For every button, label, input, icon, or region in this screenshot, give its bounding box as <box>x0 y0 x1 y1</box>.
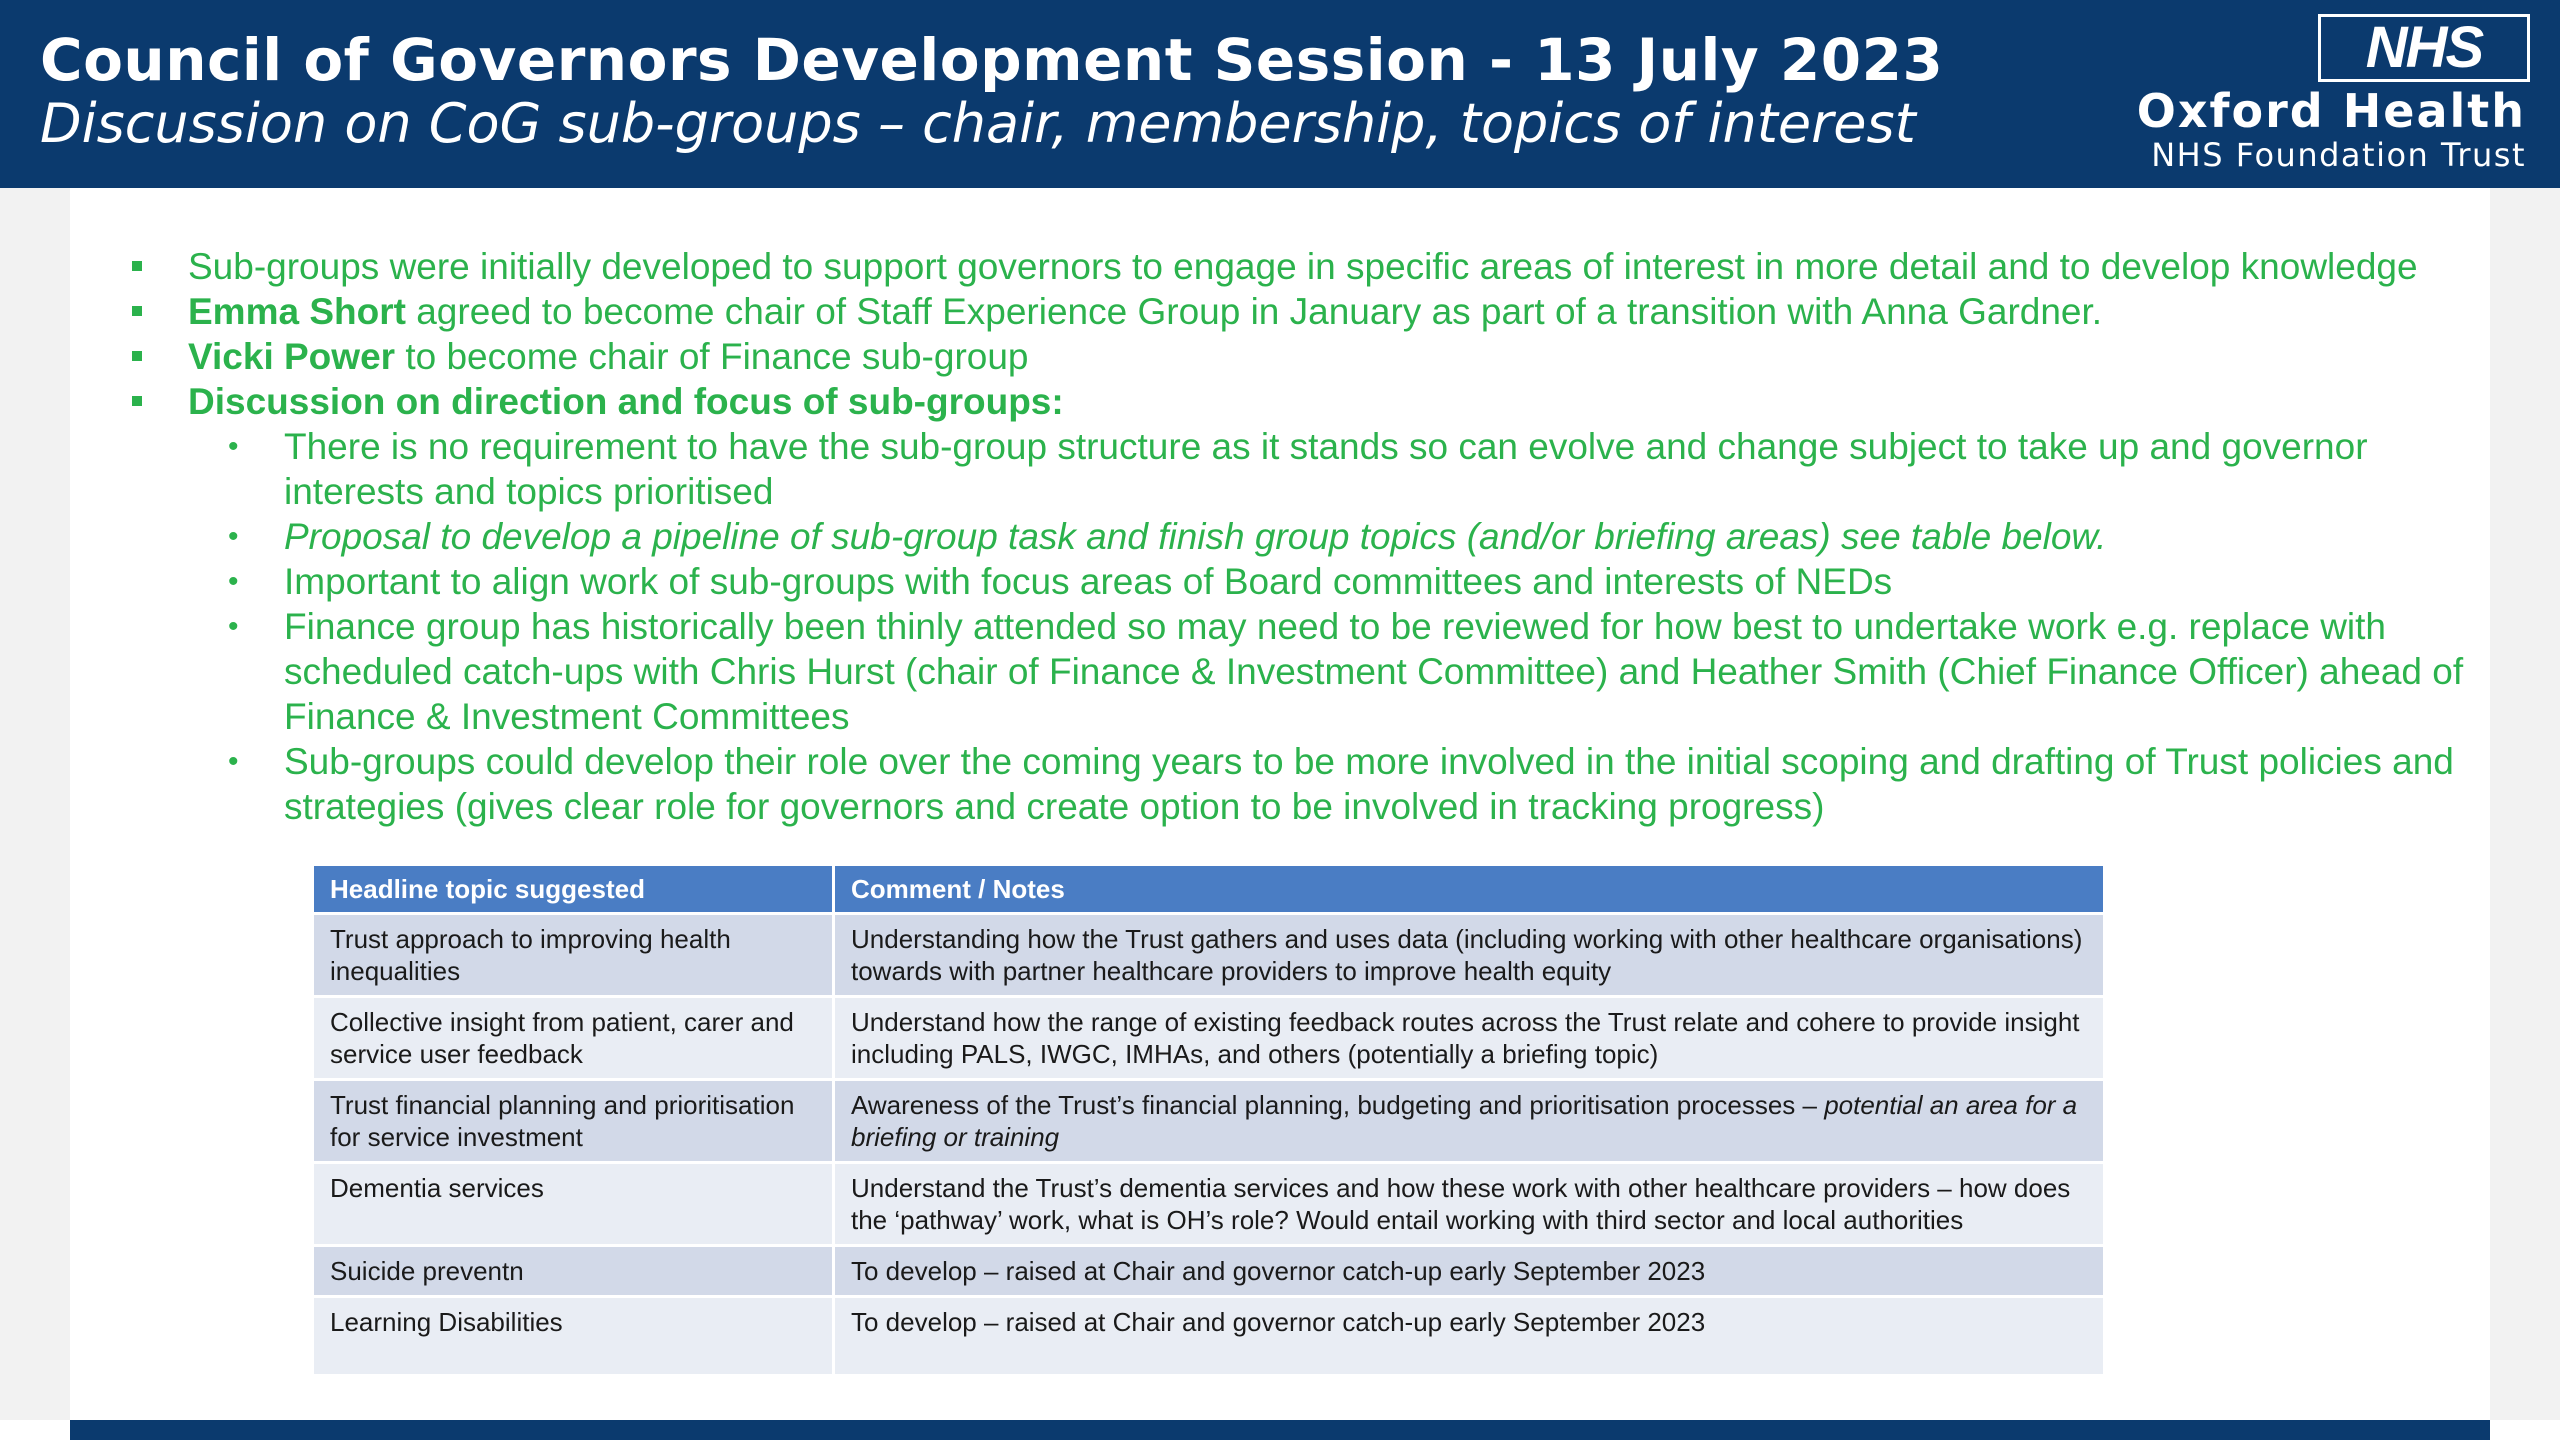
table-row <box>314 1297 2105 1375</box>
sub-bullet-item: • There is no requirement to have the sub-group structure as it stands so can evolve and change subject to take up and governor interests and topics prioritised <box>228 426 2368 512</box>
topics-table <box>314 866 2106 1374</box>
round-bullet-icon: • <box>228 610 239 643</box>
table-row <box>314 914 2105 997</box>
nhs-logo-text: NHS <box>2321 17 2527 79</box>
bullet-list <box>70 244 2490 829</box>
topic-cell: Collective insight from patient, carer and service user feedback <box>314 997 834 1080</box>
square-bullet-icon <box>132 351 142 361</box>
table-row <box>314 1246 2105 1297</box>
notes-cell: Understanding how the Trust gathers and uses data (including working with other healthcare organisations) towards with partner healthcare providers to improve health equity <box>834 914 2105 997</box>
topic-cell: Suicide preventn <box>314 1246 834 1297</box>
sub-bullet-item: • Sub-groups could develop their role over the coming years to be more involved in the initial scoping and drafting of Trust policies and strategies (gives clear role for governors and create option to be involved in tracking progress) <box>228 741 2454 827</box>
slide-header <box>0 0 2560 188</box>
notes-cell: Understand how the range of existing feedback routes across the Trust relate and cohere to provide insight including PALS, IWGC, IMHAs, and others (potentially a briefing topic) <box>834 997 2105 1080</box>
sub-bullet-item: • Finance group has historically been thinly attended so may need to be reviewed for how best to undertake work e.g. replace with scheduled catch-ups with Chris Hurst (chair of Finance & Investment Committee) and Heather Smith (Chief Finance Officer) ahead of Finance & Investment Committees <box>228 606 2464 737</box>
topic-cell: Trust financial planning and prioritisation for service investment <box>314 1080 834 1163</box>
table-row <box>314 1163 2105 1246</box>
slide-subtitle: Discussion on CoG sub-groups – chair, membership, topics of interest <box>40 92 1916 155</box>
nhs-logo <box>2318 14 2530 82</box>
org-subtitle: NHS Foundation Trust <box>2151 136 2526 174</box>
topic-cell: Dementia services <box>314 1163 834 1246</box>
bullet-item: Vicki Power to become chair of Finance sub-group <box>70 334 2488 379</box>
round-bullet-icon: • <box>228 565 239 598</box>
square-bullet-icon <box>132 306 142 316</box>
sub-bullet-item: • Proposal to develop a pipeline of sub-group task and finish group topics (and/or briefing areas) see table below. <box>228 516 2107 557</box>
topic-cell: Learning Disabilities <box>314 1297 834 1375</box>
left-margin <box>0 188 70 1420</box>
round-bullet-icon: • <box>228 520 239 553</box>
bullet-item: Discussion on direction and focus of sub-groups: <box>70 379 2488 424</box>
notes-cell: Understand the Trust’s dementia services and how these work with other healthcare providers – how does the ‘pathway’ work, what is OH’s role? Would entail working with third sector and local authorities <box>834 1163 2105 1246</box>
slide-body <box>70 188 2490 1420</box>
table-row <box>314 997 2105 1080</box>
footer-bar <box>70 1420 2490 1440</box>
column-header-topic: Headline topic suggested <box>314 866 834 914</box>
slide-title: Council of Governors Development Session - 13 July 2023 <box>40 26 1944 94</box>
notes-cell: To develop – raised at Chair and governor catch-up early September 2023 <box>834 1297 2105 1375</box>
square-bullet-icon <box>132 261 142 271</box>
round-bullet-icon: • <box>228 430 239 463</box>
square-bullet-icon <box>132 396 142 406</box>
sub-bullet-item: • Important to align work of sub-groups with focus areas of Board committees and interests of NEDs <box>228 561 1893 602</box>
org-name: Oxford Health <box>2136 84 2526 138</box>
notes-cell: Awareness of the Trust’s financial planning, budgeting and prioritisation processes – potential an area for a briefing or training <box>834 1080 2105 1163</box>
column-header-notes: Comment / Notes <box>834 866 2105 914</box>
table-row <box>314 1080 2105 1163</box>
bullet-item: Sub-groups were initially developed to support governors to engage in specific areas of interest in more detail and to develop knowledge <box>70 244 2488 289</box>
round-bullet-icon: • <box>228 745 239 778</box>
notes-cell: To develop – raised at Chair and governor catch-up early September 2023 <box>834 1246 2105 1297</box>
table-header-row <box>314 866 2105 914</box>
topic-cell: Trust approach to improving health inequalities <box>314 914 834 997</box>
bullet-item: Emma Short agreed to become chair of Staff Experience Group in January as part of a transition with Anna Gardner. <box>70 289 2488 334</box>
